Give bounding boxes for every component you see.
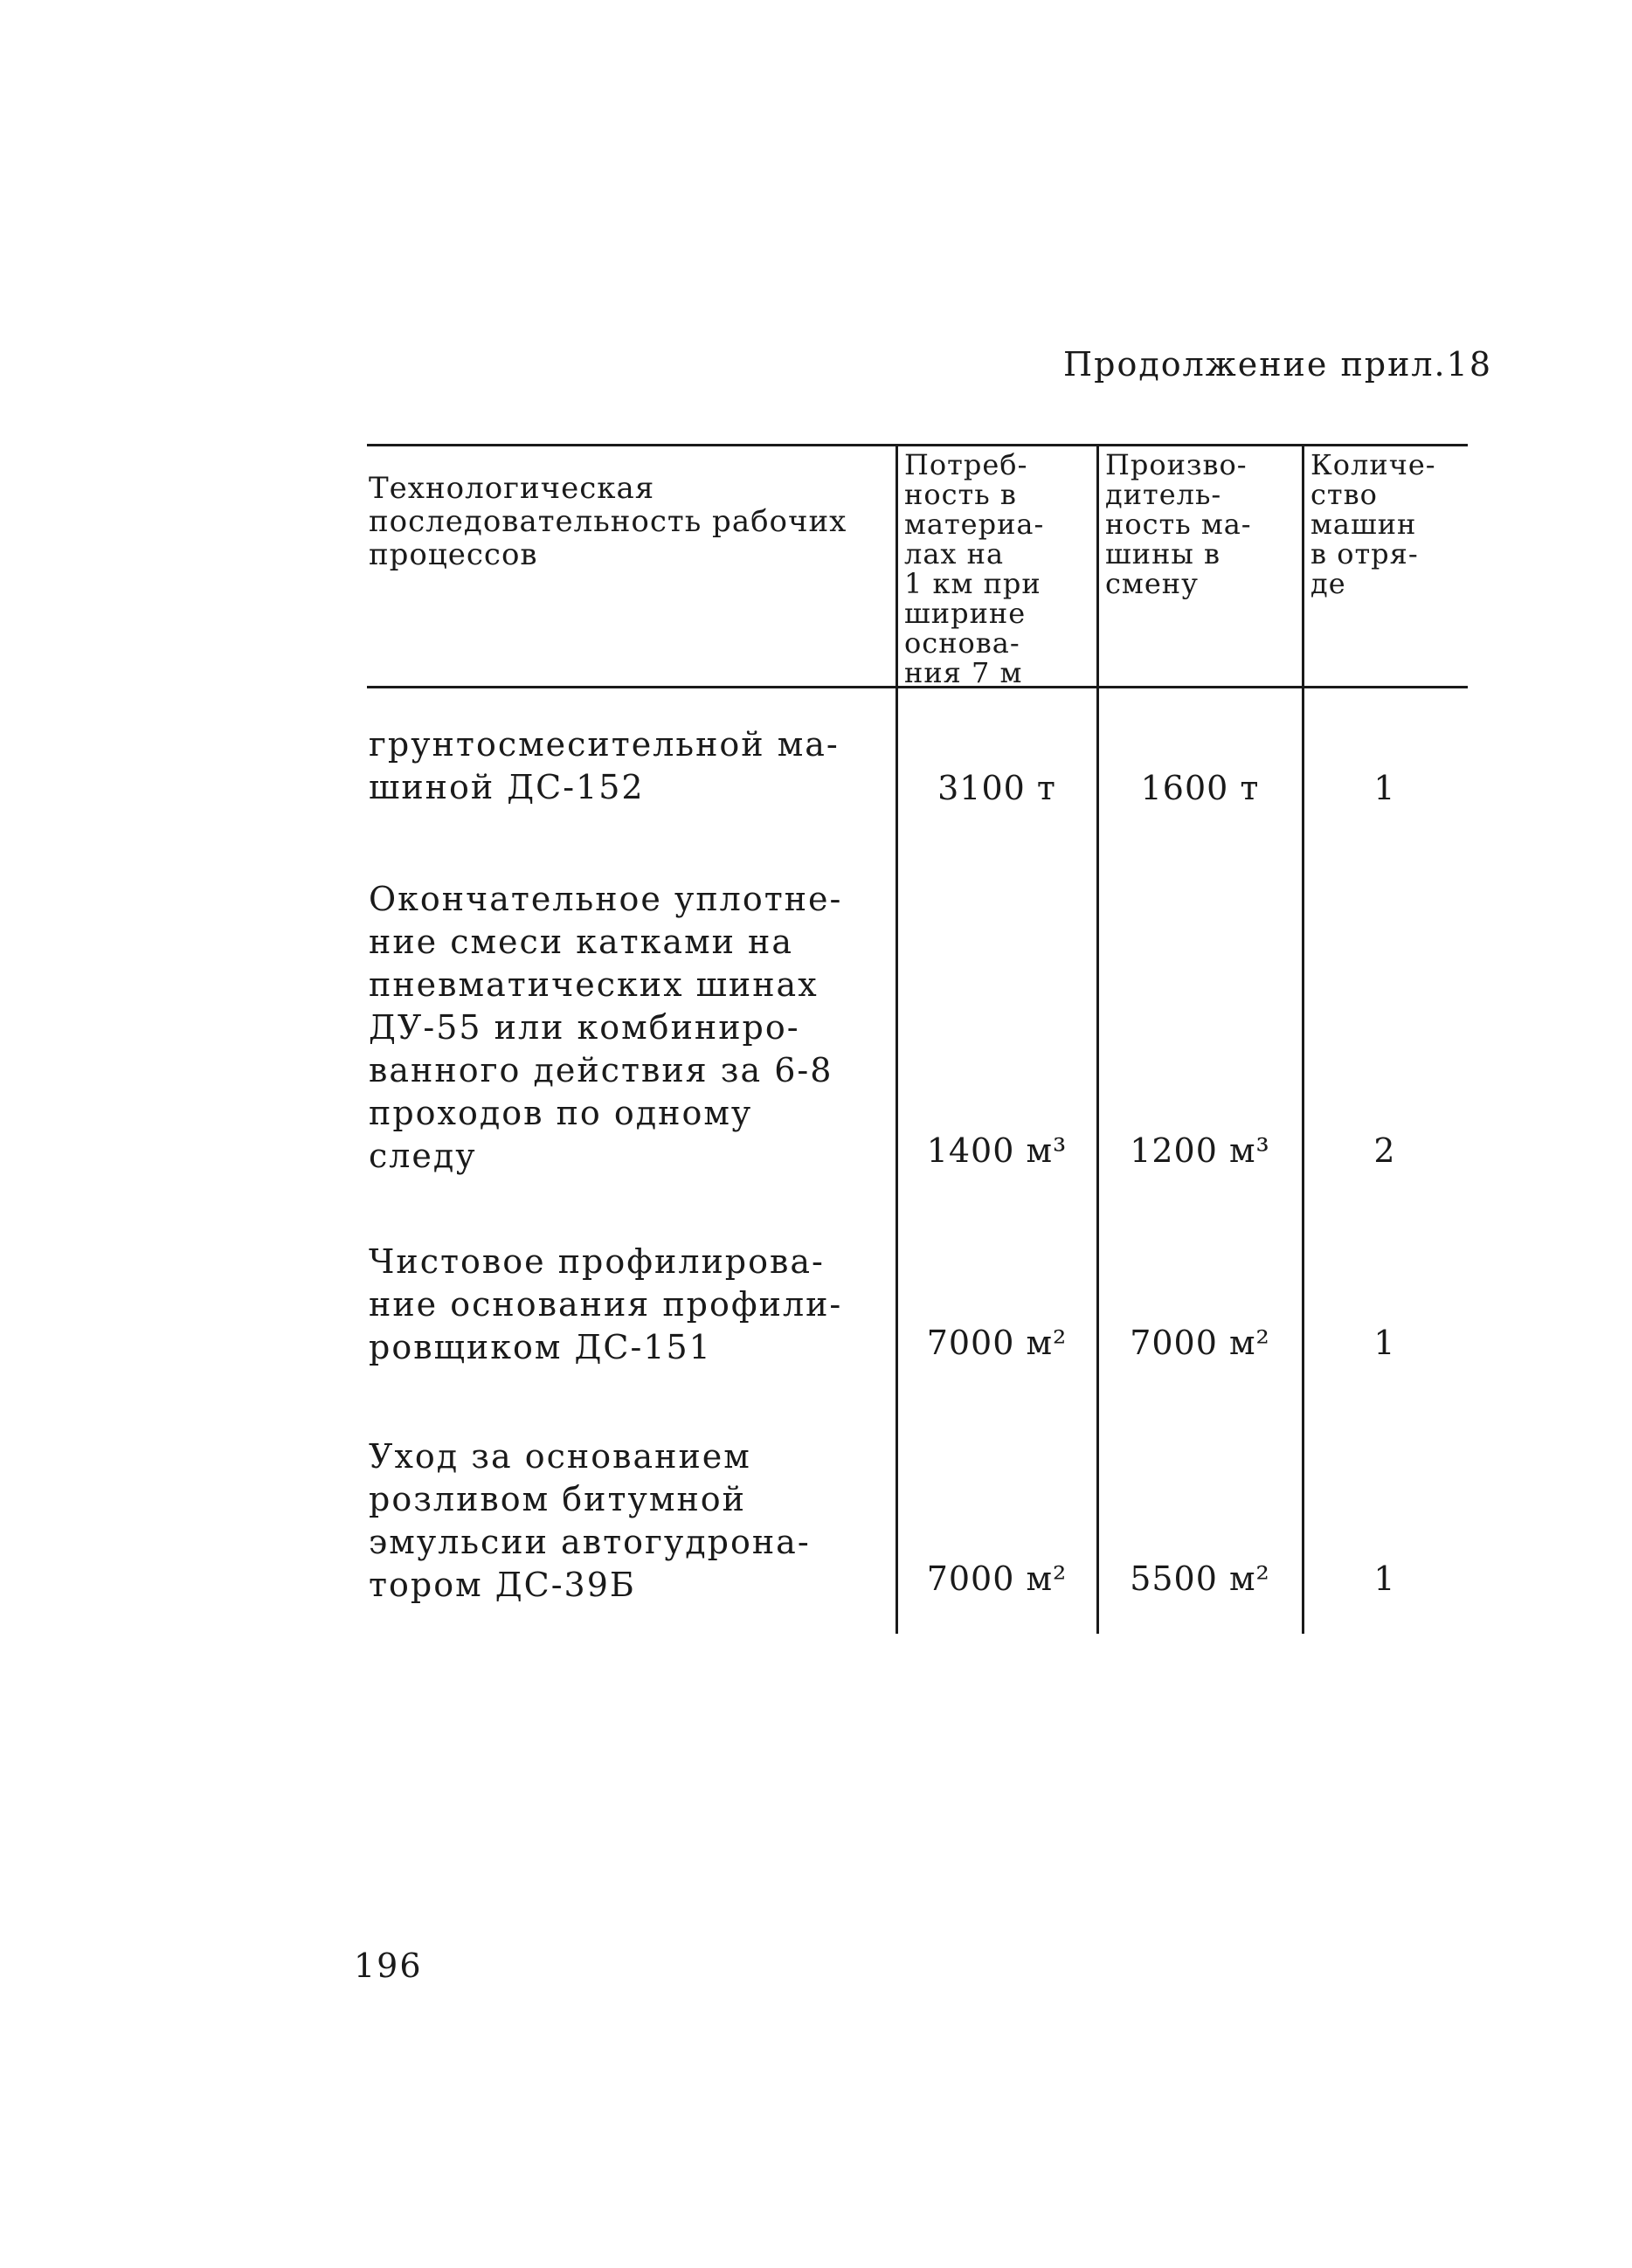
row-3-machines: 1 xyxy=(1373,1324,1396,1362)
row-4-materials: 7000 м² xyxy=(926,1559,1068,1598)
row-2-machines: 2 xyxy=(1373,1131,1396,1170)
column-divider-2 xyxy=(1096,444,1099,1634)
column-divider-3 xyxy=(1302,444,1304,1634)
row-3-materials: 7000 м² xyxy=(926,1324,1068,1362)
header-machines: Количе- ство машин в отря- де xyxy=(1310,448,1436,600)
page-number: 196 xyxy=(354,1946,423,1985)
row-3-process: Чистовое профилирова- ние основания профили- ровщиком ДС-151 xyxy=(369,1242,843,1366)
row-1-materials: 3100 т xyxy=(937,769,1056,807)
header-materials: Потреб- ность в материа- лах на 1 км при ширине основа- ния 7 м xyxy=(904,448,1045,689)
column-divider-1 xyxy=(896,444,898,1634)
row-2-productivity: 1200 м³ xyxy=(1130,1131,1270,1170)
row-4-machines: 1 xyxy=(1373,1559,1396,1598)
header-productivity: Произво- дитель- ность ма- шины в смену xyxy=(1105,448,1252,600)
row-4-productivity: 5500 м² xyxy=(1130,1559,1270,1598)
row-3-productivity: 7000 м² xyxy=(1130,1324,1270,1362)
continuation-heading: Продолжение прил.18 xyxy=(1063,345,1492,384)
row-1-process: грунтосмесительной ма- шиной ДС-152 xyxy=(369,725,840,806)
row-1-machines: 1 xyxy=(1373,769,1396,807)
row-1-productivity: 1600 т xyxy=(1140,769,1260,807)
row-2-materials: 1400 м³ xyxy=(926,1131,1068,1170)
row-4-process: Уход за основанием розливом битумной эмульсии автогудрона- тором ДС-39Б xyxy=(369,1437,811,1604)
row-2-process: Окончательное уплотне- ние смеси катками на пневматических шинах ДУ-55 или комбиниро- ванного действия за 6-8 проходов по одному следу xyxy=(369,880,843,1175)
header-process: Технологическая последовательность рабочих процессов xyxy=(369,471,847,572)
